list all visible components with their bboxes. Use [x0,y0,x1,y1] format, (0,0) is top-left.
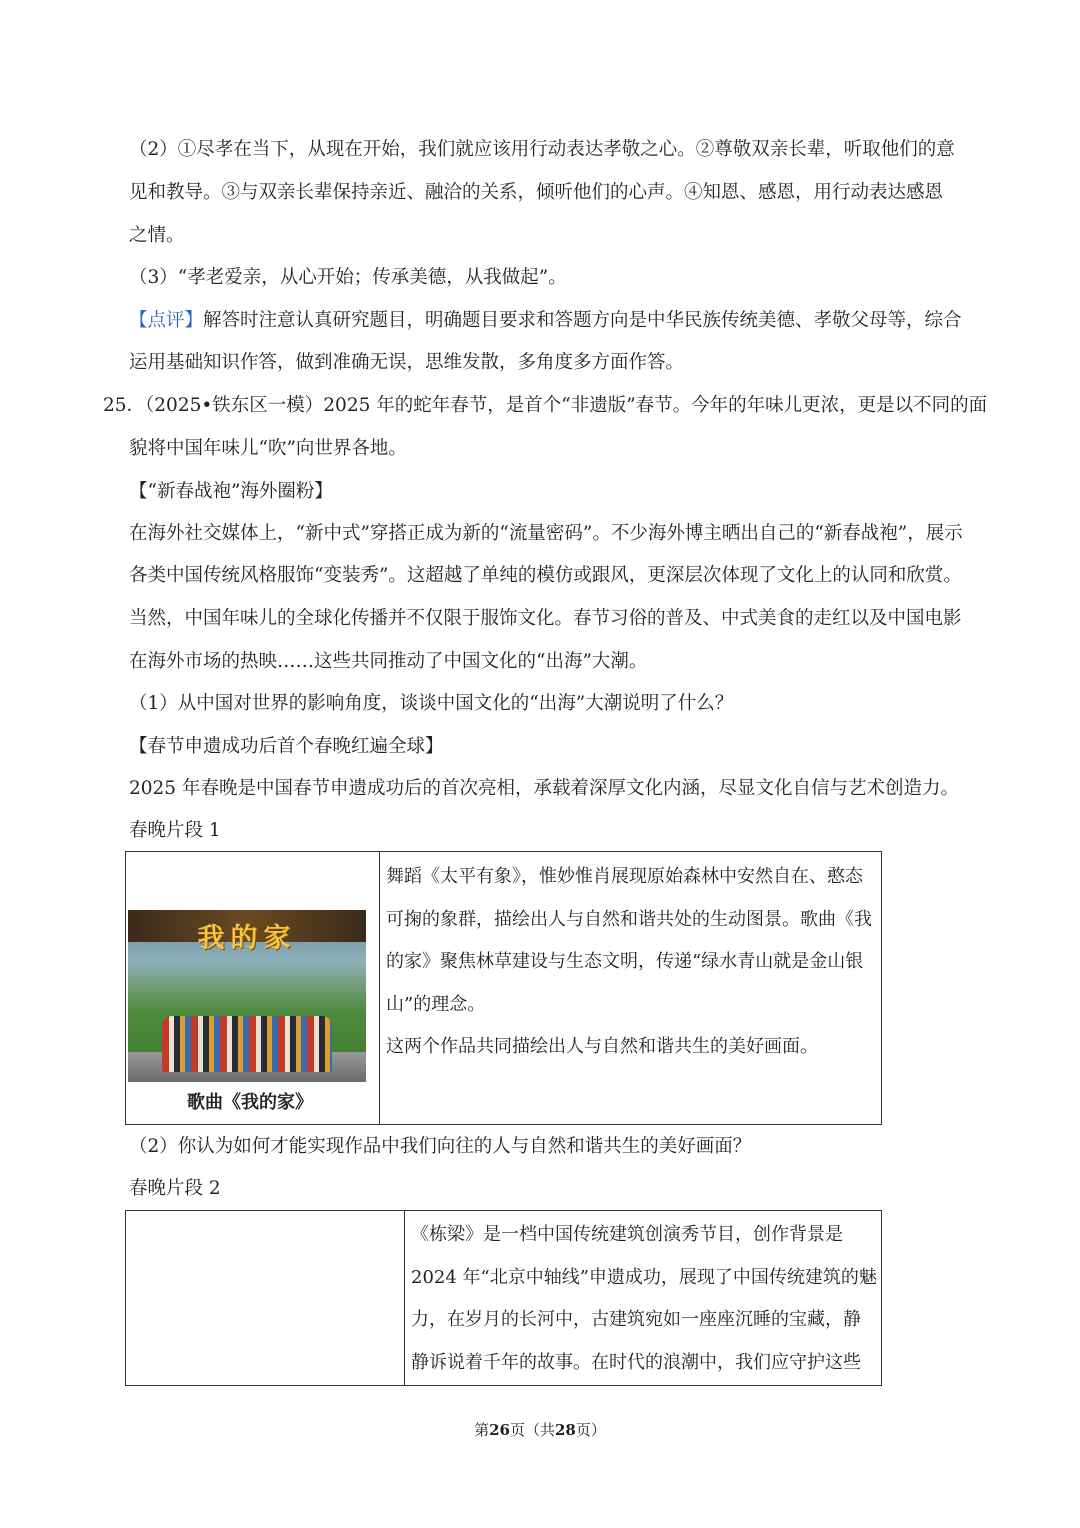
footer-pre: 第 [474,1421,490,1439]
fragment-1-text-line: 舞蹈《太平有象》，惟妙惟肖展现原始森林中安然自在、憨态 [386,866,863,887]
review-tag: 【点评】 [129,310,204,331]
sub-question-2: （2）你认为如何才能实现作品中我们向往的人与自然和谐共生的美好画面？ [129,1136,752,1157]
sub-question-1: （1）从中国对世界的影响角度，谈谈中国文化的“出海”大潮说明了什么？ [129,693,734,714]
review-line: 运用基础知识作答，做到准确无误，思维发散，多角度多方面作答。 [129,352,685,373]
fragment-label: 春晚片段 2 [129,1178,221,1199]
section-heading: 【春节申遗成功后首个春晚红遍全球】 [129,736,444,757]
page-number: 26 [489,1421,510,1439]
fragment-2-text-line: 《栋梁》是一档中国传统建筑创演秀节目，创作背景是 [411,1224,843,1245]
material-paragraph: 在海外社交媒体上，“新中式”穿搭正成为新的“流量密码”。不少海外博主晒出自己的“新春战袍”，展示 [129,523,963,544]
fragment-label: 春晚片段 1 [129,820,221,841]
fragment-2-table [125,1210,882,1386]
answer-line: （2）①尽孝在当下，从现在开始，我们就应该用行动表达孝敬之心。②尊敬双亲长辈，听取他们的意 [129,139,955,160]
image-caption: 歌曲《我的家》 [187,1092,313,1113]
material-paragraph: 当然，中国年味儿的全球化传播并不仅限于服饰文化。春节习俗的普及、中式美食的走红以及中国电影 [129,608,962,629]
fragment-2-text-line: 力，在岁月的长河中，古建筑宛如一座座沉睡的宝藏，静 [411,1309,861,1330]
fragment-1-text-line: 可掬的象群，描绘出人与自然和谐共处的生动图景。歌曲《我 [386,908,872,930]
song-photo [128,910,366,1082]
section-heading: 【“新春战袍”海外圈粉】 [129,481,333,502]
material-paragraph: 在海外市场的热映……这些共同推动了中国文化的“出海”大潮。 [129,651,648,672]
footer-post: 页） [575,1421,606,1439]
fragment-1-text-line: 这两个作品共同描绘出人与自然和谐共生的美好画面。 [386,1036,818,1057]
material-paragraph: 2025 年春晚是中国春节申遗成功后的首次亮相，承载着深厚文化内涵，尽显文化自信与艺术创造力。 [129,778,959,799]
answer-line: 之情。 [129,225,185,246]
footer-mid: 页（共 [509,1421,555,1439]
performers [162,1016,332,1072]
answer-line: （3）“孝老爱亲，从心开始；传承美德，从我做起”。 [129,267,567,288]
review-text: 解答时注意认真研究题目，明确题目要求和答题方向是中华民族传统美德、孝敬父母等，综合 [203,310,962,331]
fragment-2-text-line: 静诉说着千年的故事。在时代的浪潮中，我们应守护这些 [411,1351,861,1373]
fragment-1-table [125,851,882,1125]
review-line [129,308,962,334]
material-paragraph: 各类中国传统风格服饰“变装秀”。这超越了单纯的模仿或跟风，更深层次体现了文化上的认同和欣赏。 [129,565,962,586]
fragment-1-image-cell [126,852,380,1125]
fragment-2-image-cell [126,1211,405,1386]
fragment-2-text-cell [405,1211,882,1386]
page-footer [0,1419,1080,1440]
fragment-1-text-line: 山”的理念。 [386,993,486,1015]
question-25-stem: 貌将中国年味儿“吹”向世界各地。 [129,438,407,459]
fragment-1-text-line: 的家》聚焦林草建设与生态文明，传递“绿水青山就是金山银 [386,951,864,972]
fragment-1-text-cell [380,852,882,1125]
answer-line: 见和教导。③与双亲长辈保持亲近、融洽的关系，倾听他们的心声。④知恩、感恩，用行动表达感恩 [129,182,944,203]
fragment-2-text-line: 2024 年“北京中轴线”申遗成功，展现了中国传统建筑的魅 [411,1266,877,1288]
page-total: 28 [555,1421,576,1439]
question-25-stem: 25．（2025•铁东区一模）2025 年的蛇年春节，是首个“非遗版”春节。今年的年味儿更浓，更是以不同的面 [103,395,988,416]
stage-sign: 我的家 [197,923,297,954]
